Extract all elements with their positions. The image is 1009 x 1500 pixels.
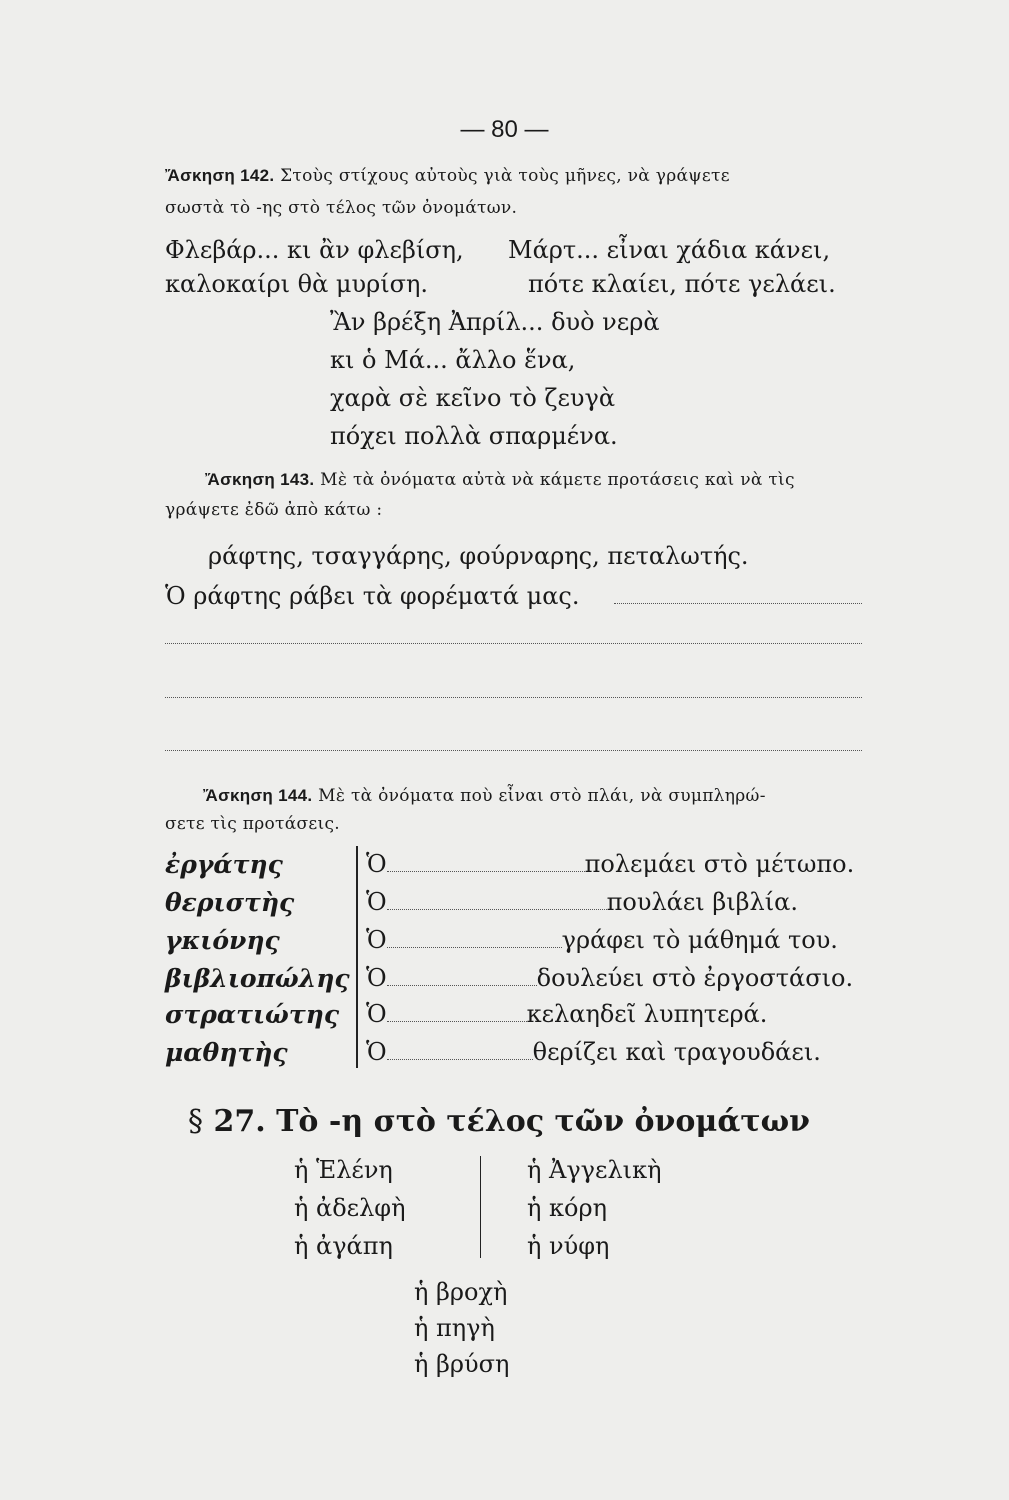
article: Ὁ (366, 888, 387, 916)
ex143-instruction-2: γράψετε ἐδῶ ἀπὸ κάτω : (165, 500, 383, 520)
sentence-row (366, 850, 854, 878)
section27-divider (480, 1156, 481, 1258)
sentence-row (366, 926, 838, 954)
fill-blank[interactable] (387, 909, 607, 910)
poem-right-line-1: Μάρτ... εἶναι χάδια κάνει, (508, 236, 831, 264)
sentence-row (366, 1000, 767, 1028)
right-word-1: ἡ κόρη (527, 1194, 607, 1222)
article: Ὁ (366, 1000, 387, 1028)
article: Ὁ (366, 964, 387, 992)
ex142-instruction-2: σωστὰ τὸ -ης στὸ τέλος τῶν ὀνομάτων. (165, 198, 518, 218)
sentence-ending: δουλεύει στὸ ἐργοστάσιο. (536, 964, 854, 992)
noun-4: στρατιώτης (165, 1000, 340, 1029)
left-word-1: ἡ ἀδελφὴ (294, 1194, 406, 1222)
sentence-ending: κελαηδεῖ λυπητερά. (526, 1000, 768, 1028)
sentence-row (366, 1038, 821, 1066)
ex144-instruction-1: Μὲ τὰ ὀνόματα ποὺ εἶναι στὸ πλάι, νὰ συμπληρώ- (318, 786, 766, 806)
fill-blank[interactable] (387, 1021, 527, 1022)
bottom-word-0: ἡ βροχὴ (414, 1278, 508, 1306)
sentence-row (366, 888, 798, 916)
left-word-2: ἡ ἀγάπη (294, 1232, 393, 1260)
ex143-words: ράφτης, τσαγγάρης, φούρναρης, πεταλωτής. (208, 542, 749, 570)
poem-center-line-4: πόχει πολλὰ σπαρμένα. (330, 422, 618, 450)
ex143-example: Ὁ ράφτης ράβει τὰ φορέματά μας. (165, 582, 580, 610)
section-heading (188, 1104, 810, 1139)
sentence-ending: θερίζει καὶ τραγουδάει. (532, 1038, 821, 1066)
fill-blank[interactable] (387, 947, 562, 948)
ex143-instruction-line-1 (205, 470, 795, 490)
bottom-word-2: ἡ βρύση (414, 1350, 510, 1378)
right-word-2: ἡ νύφη (527, 1232, 610, 1260)
noun-5: μαθητὴς (165, 1038, 288, 1067)
article: Ὁ (366, 850, 387, 878)
ex143-answer-line-1[interactable] (165, 643, 862, 644)
ex144-instruction-line-1 (203, 786, 766, 806)
sentence-ending: πολεμάει στὸ μέτωπο. (584, 850, 855, 878)
bottom-word-1: ἡ πηγὴ (414, 1314, 495, 1342)
poem-left-line-1: Φλεβάρ... κι ἂν φλεβίση, (165, 236, 464, 264)
poem-center-line-1: Ἂν βρέξη Ἀπρίλ... δυὸ νερὰ (330, 308, 660, 336)
section-title: Τὸ -η στὸ τέλος τῶν ὀνομάτων (276, 1104, 810, 1139)
fill-blank[interactable] (387, 985, 537, 986)
page-number: — 80 — (460, 116, 549, 143)
section-symbol: § (188, 1104, 203, 1139)
noun-0: ἐργάτης (165, 850, 283, 879)
ex143-instruction-1: Μὲ τὰ ὀνόματα αὐτὰ νὰ κάμετε προτάσεις καὶ νὰ τὶς (320, 470, 795, 490)
poem-center-line-3: χαρὰ σὲ κεῖνο τὸ ζευγὰ (330, 384, 616, 412)
ex142-instruction-1: Στοὺς στίχους αὐτοὺς γιὰ τοὺς μῆνες, νὰ γράψετε (280, 166, 730, 186)
ex143-label: Ἄσκηση 143. (205, 470, 315, 489)
sentence-ending: γράφει τὸ μάθημά του. (561, 926, 838, 954)
article: Ὁ (366, 926, 387, 954)
poem-right-line-2: πότε κλαίει, πότε γελάει. (528, 270, 836, 298)
ex144-instruction-2: σετε τὶς προτάσεις. (165, 814, 341, 834)
noun-1: θεριστὴς (165, 888, 295, 917)
fill-blank[interactable] (387, 1059, 533, 1060)
ex143-answer-line-2[interactable] (165, 697, 862, 698)
ex143-answer-line-3[interactable] (165, 750, 862, 751)
article: Ὁ (366, 1038, 387, 1066)
right-word-0: ἡ Ἀγγελικὴ (527, 1156, 662, 1184)
sentence-ending: πουλάει βιβλία. (606, 888, 798, 916)
poem-center-line-2: κι ὁ Μά... ἄλλο ἕνα, (330, 346, 576, 374)
ex144-divider (356, 846, 358, 1068)
noun-3: βιβλιοπώλης (165, 964, 350, 993)
section-number: 27. (213, 1104, 266, 1139)
fill-blank[interactable] (387, 871, 585, 872)
sentence-row (366, 964, 853, 992)
ex143-answer-line-0[interactable] (614, 603, 862, 604)
poem-left-line-2: καλοκαίρι θὰ μυρίση. (165, 270, 429, 298)
ex142-instruction-line-1 (165, 166, 730, 186)
ex144-label: Ἄσκηση 144. (203, 786, 313, 805)
left-word-0: ἡ Ἑλένη (294, 1156, 393, 1184)
noun-2: γκιόνης (165, 926, 280, 955)
ex142-label: Ἄσκηση 142. (165, 166, 275, 185)
